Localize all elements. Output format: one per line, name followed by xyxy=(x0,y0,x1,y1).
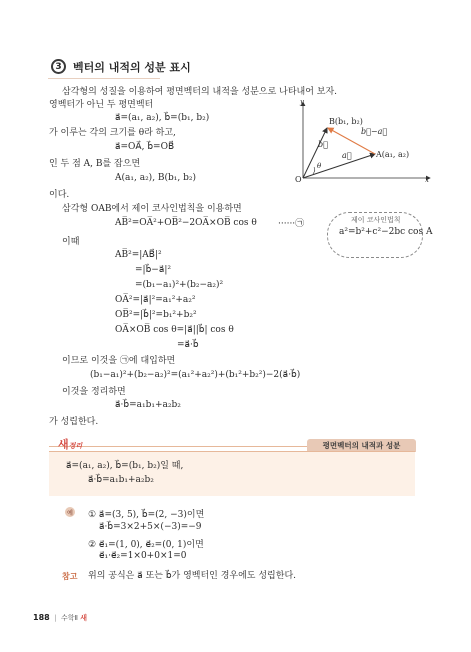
note-text: 위의 공식은 a⃗ 또는 b⃗가 영벡터인 경우에도 성립한다. xyxy=(88,571,296,581)
example-2: ② e⃗₁=(1, 0), e⃗₂=(0, 1)이면 xyxy=(88,540,204,550)
derivation-line-6: OA̅×OB̅ cos θ=|a⃗||b⃗| cos θ xyxy=(115,325,234,335)
origin-label: O xyxy=(295,175,302,184)
summary-top-line xyxy=(49,446,307,447)
cosine-law-formula: AB̅²=OA̅²+OB̅²−2OA̅×OB̅ cos θ xyxy=(115,218,257,228)
derivation-when: 이때 xyxy=(62,237,80,247)
example-2-calc: e⃗₁·e⃗₂=1×0+0×1=0 xyxy=(99,551,187,561)
summary-logo-main: 새 xyxy=(58,438,69,451)
derivation-line-5: OB̅²=|b⃗|²=b₁²+b₂² xyxy=(115,310,197,320)
note-label: 참고 xyxy=(62,572,78,581)
vector-a-arrow xyxy=(303,154,375,178)
derivation-line-2: =|b⃗−a⃗|² xyxy=(135,265,171,275)
summary-logo-sub: 정리 xyxy=(68,442,83,450)
holds-text: 가 성립한다. xyxy=(49,417,99,427)
points-definition: A(a₁, a₂), B(b₁, b₂) xyxy=(115,173,197,183)
oa-ob-definition: a⃗=OA⃗, b⃗=OB⃗ xyxy=(115,142,175,152)
substitution-text: 이므로 이것을 ㉠에 대입하면 xyxy=(62,356,176,366)
section-title: 벡터의 내적의 성분 표시 xyxy=(73,61,191,74)
arrange-text: 이것을 정리하면 xyxy=(62,387,126,397)
angle-arc xyxy=(313,167,315,174)
intro-line-4: 인 두 점 A, B를 잡으면 xyxy=(49,159,141,169)
summary-tag: 평면벡터의 내적과 성분 xyxy=(307,439,416,452)
vector-definition: a⃗=(a₁, a₂), b⃗=(b₁, b₂) xyxy=(115,113,210,123)
summary-line-2: a⃗·b⃗=a₁b₁+a₂b₂ xyxy=(88,475,154,485)
derivation-line-3: =(b₁−a₁)²+(b₂−a₂)² xyxy=(135,280,224,290)
angle-theta-label: θ xyxy=(317,162,322,170)
page-number: 188 xyxy=(33,613,50,622)
point-a-label: A(a₁, a₂) xyxy=(376,150,410,159)
x-axis-label: x xyxy=(425,176,429,184)
hint-cloud-formula: a²=b²+c²−2bc cos A xyxy=(339,227,433,237)
hint-cloud-title: 제이 코사인법칙 xyxy=(351,216,401,224)
section-number-badge: 3 xyxy=(51,59,66,74)
equation-ref-a: ······㉠ xyxy=(278,219,305,229)
example-1: ① a⃗=(3, 5), b⃗=(2, −3)이면 xyxy=(88,510,205,520)
vector-a-label: a⃗ xyxy=(342,151,352,160)
vector-b-label: b⃗ xyxy=(318,140,328,149)
intro-line-2: 영벡터가 아닌 두 평면벡터 xyxy=(49,100,154,110)
example-1-calc: a⃗·b⃗=3×2+5×(−3)=−9 xyxy=(99,522,202,532)
intro-line-1: 삼각형의 성질을 이용하여 평면벡터의 내적을 성분으로 나타내어 보자. xyxy=(62,87,338,97)
substitution-formula: (b₁−a₁)²+(b₂−a₂)²=(a₁²+a₂²)+(b₁²+b₂²)−2(a⃗·b⃗) xyxy=(90,370,301,380)
book-title: 수학Ⅱ xyxy=(60,614,78,622)
example-badge: 예 xyxy=(65,507,75,517)
summary-logo xyxy=(58,436,82,452)
y-axis-label: y xyxy=(300,98,304,106)
page-footer: 188 | 수학Ⅱ 새 xyxy=(33,613,87,622)
derivation-line-4: OA̅²=|a⃗|²=a₁²+a₂² xyxy=(115,295,196,305)
intro-line-5: 이다. xyxy=(49,190,70,200)
vector-diagram xyxy=(283,96,433,188)
derivation-line-1: AB̅²=|AB⃗|² xyxy=(115,250,162,260)
summary-line-1: a⃗=(a₁, a₂), b⃗=(b₁, b₂)일 때, xyxy=(66,461,184,471)
derivation-line-7: =a⃗·b⃗ xyxy=(177,340,199,350)
footer-logo: 새 xyxy=(80,614,87,622)
dot-product-result: a⃗·b⃗=a₁b₁+a₂b₂ xyxy=(115,400,181,410)
point-b-label: B(b₁, b₂) xyxy=(329,117,363,126)
vector-diff-label: b⃗−a⃗ xyxy=(361,127,388,136)
cosine-intro: 삼각형 OAB에서 제이 코사인법칙을 이용하면 xyxy=(62,204,242,214)
intro-line-3: 가 이루는 각의 크기를 θ라 하고, xyxy=(49,128,176,138)
section-underline xyxy=(48,78,160,79)
